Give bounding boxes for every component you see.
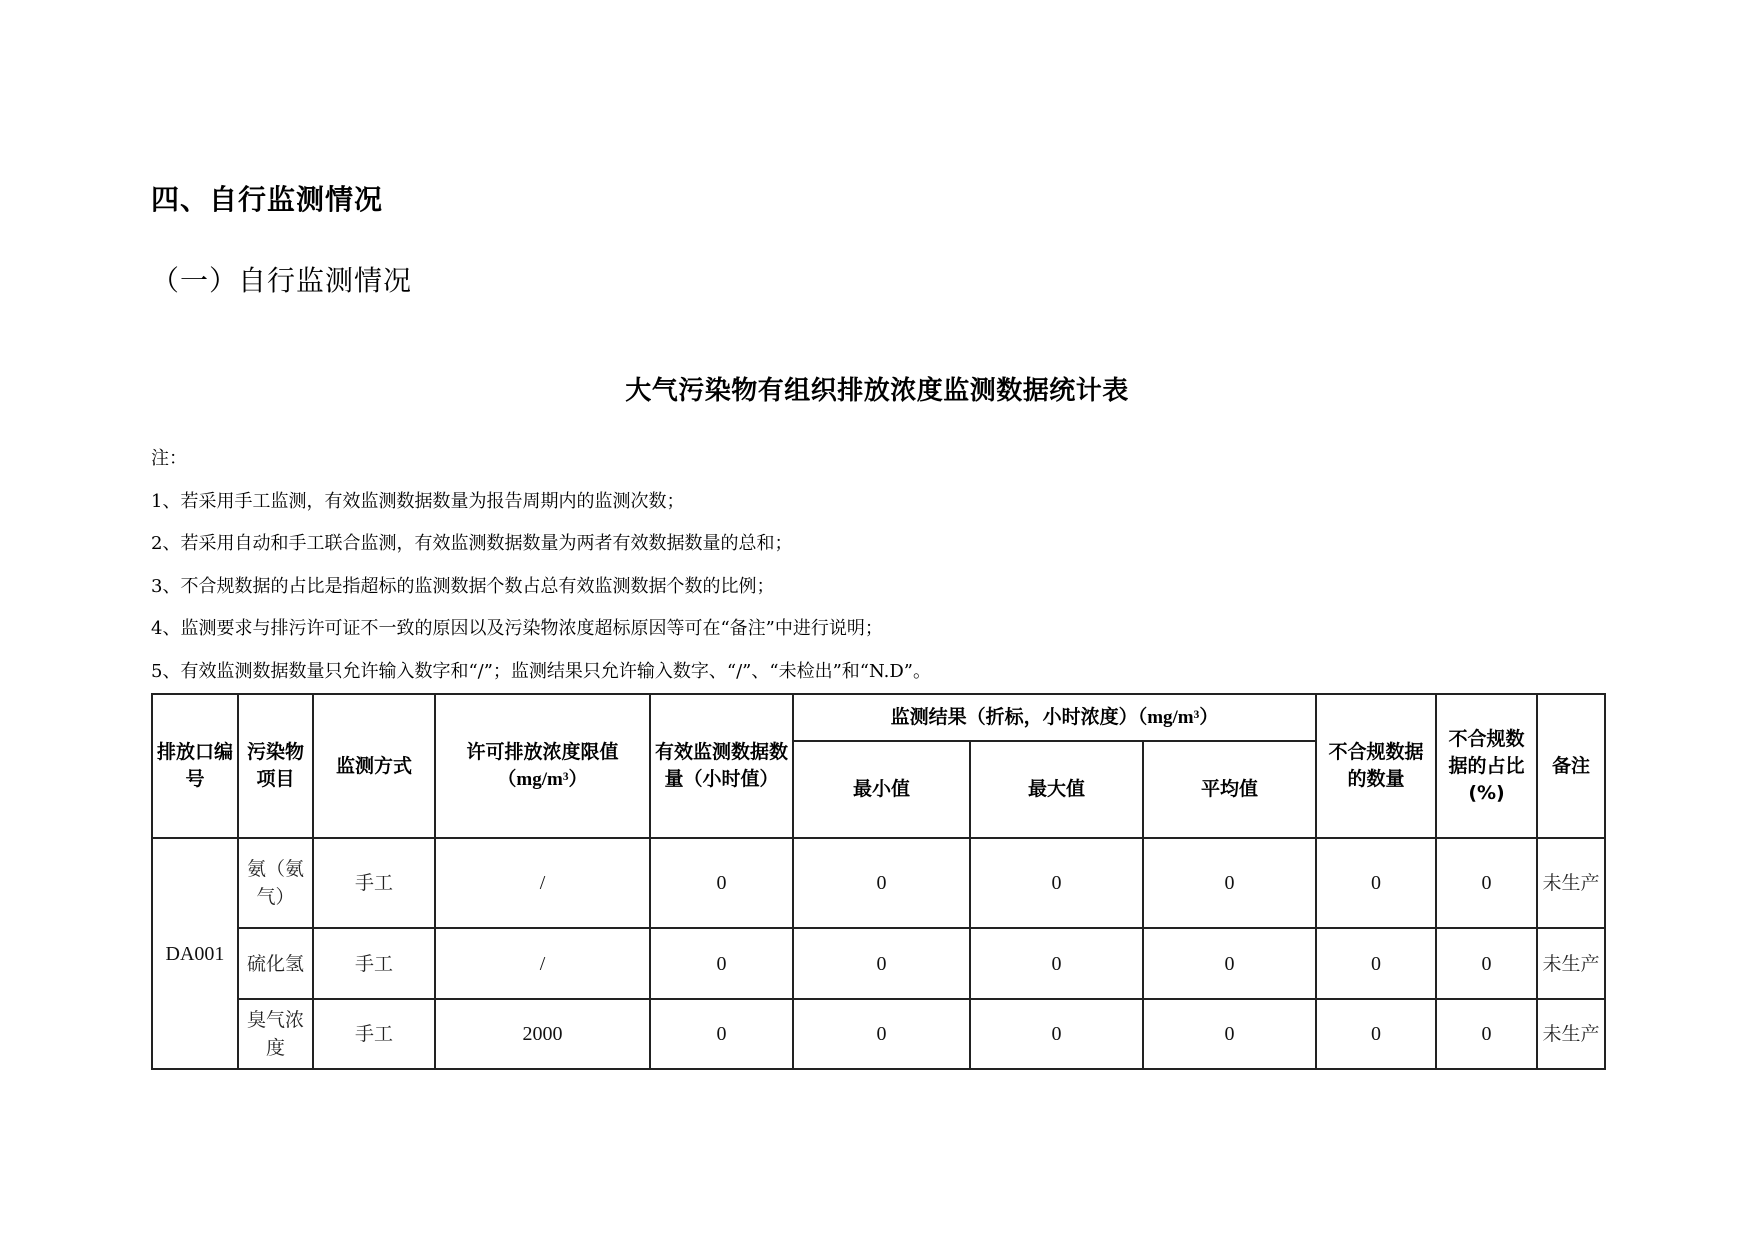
noncompliant-count-cell: 0 (1316, 999, 1436, 1069)
remark-cell: 未生产 (1537, 928, 1605, 999)
note-item: 5、有效监测数据数量只允许输入数字和“/”；监测结果只允许输入数字、“/”、“未检出”和“N.D”。 (151, 660, 931, 682)
avg-cell: 0 (1143, 838, 1316, 928)
note-item: 3、不合规数据的占比是指超标的监测数据个数占总有效监测数据个数的比例； (151, 575, 775, 597)
avg-cell: 0 (1143, 999, 1316, 1069)
noncompliant-ratio-cell: 0 (1436, 999, 1537, 1069)
header-max: 最大值 (970, 741, 1143, 838)
header-row (152, 694, 1605, 741)
header-outlet-no: 排放口编号 (152, 694, 238, 838)
header-avg: 平均值 (1143, 741, 1316, 838)
avg-cell: 0 (1143, 928, 1316, 999)
remark-cell: 未生产 (1537, 999, 1605, 1069)
header-noncompliant-count: 不合规数据的数量 (1316, 694, 1436, 838)
header-remark: 备注 (1537, 694, 1605, 838)
limit-cell: 2000 (435, 999, 650, 1069)
section-heading: 四、自行监测情况 (151, 183, 384, 216)
valid-count-cell: 0 (650, 928, 793, 999)
max-cell: 0 (970, 838, 1143, 928)
noncompliant-count-cell: 0 (1316, 928, 1436, 999)
pollutant-cell: 氨（氨气） (238, 838, 313, 928)
notes-block (151, 438, 931, 693)
min-cell: 0 (793, 838, 970, 928)
limit-cell: / (435, 928, 650, 999)
pollutant-cell: 臭气浓度 (238, 999, 313, 1069)
note-item: 4、监测要求与排污许可证不一致的原因以及污染物浓度超标原因等可在“备注”中进行说明； (151, 618, 883, 639)
pollutant-cell: 硫化氢 (238, 928, 313, 999)
min-cell: 0 (793, 999, 970, 1069)
method-cell: 手工 (313, 999, 435, 1069)
table-row (152, 928, 1605, 999)
table-row (152, 999, 1605, 1069)
header-method: 监测方式 (313, 694, 435, 838)
noncompliant-count-cell: 0 (1316, 838, 1436, 928)
noncompliant-ratio-cell: 0 (1436, 928, 1537, 999)
method-cell: 手工 (313, 838, 435, 928)
header-valid-count: 有效监测数据数量（小时值） (650, 694, 793, 838)
note-item: 2、若采用自动和手工联合监测，有效监测数据数量为两者有效数据数量的总和； (151, 533, 793, 554)
noncompliant-ratio-cell: 0 (1436, 838, 1537, 928)
table-title: 大气污染物有组织排放浓度监测数据统计表 (625, 376, 1129, 406)
header-pollutant: 污染物项目 (238, 694, 313, 838)
header-noncompliant-ratio: 不合规数据的占比(%) (1436, 694, 1537, 838)
notes-label: 注： (151, 448, 187, 469)
max-cell: 0 (970, 999, 1143, 1069)
subsection-heading: （一）自行监测情况 (151, 264, 413, 297)
valid-count-cell: 0 (650, 838, 793, 928)
method-cell: 手工 (313, 928, 435, 999)
min-cell: 0 (793, 928, 970, 999)
emission-monitoring-table (151, 693, 1606, 1070)
header-limit: 许可排放浓度限值 （mg/m³） (435, 694, 650, 838)
max-cell: 0 (970, 928, 1143, 999)
limit-cell: / (435, 838, 650, 928)
note-item: 1、若采用手工监测，有效监测数据数量为报告周期内的监测次数； (151, 490, 685, 512)
outlet-cell: DA001 (152, 838, 238, 1069)
header-min: 最小值 (793, 741, 970, 838)
remark-cell: 未生产 (1537, 838, 1605, 928)
valid-count-cell: 0 (650, 999, 793, 1069)
table-row (152, 838, 1605, 928)
header-result-group: 监测结果（折标，小时浓度）（mg/m³） (793, 694, 1316, 741)
